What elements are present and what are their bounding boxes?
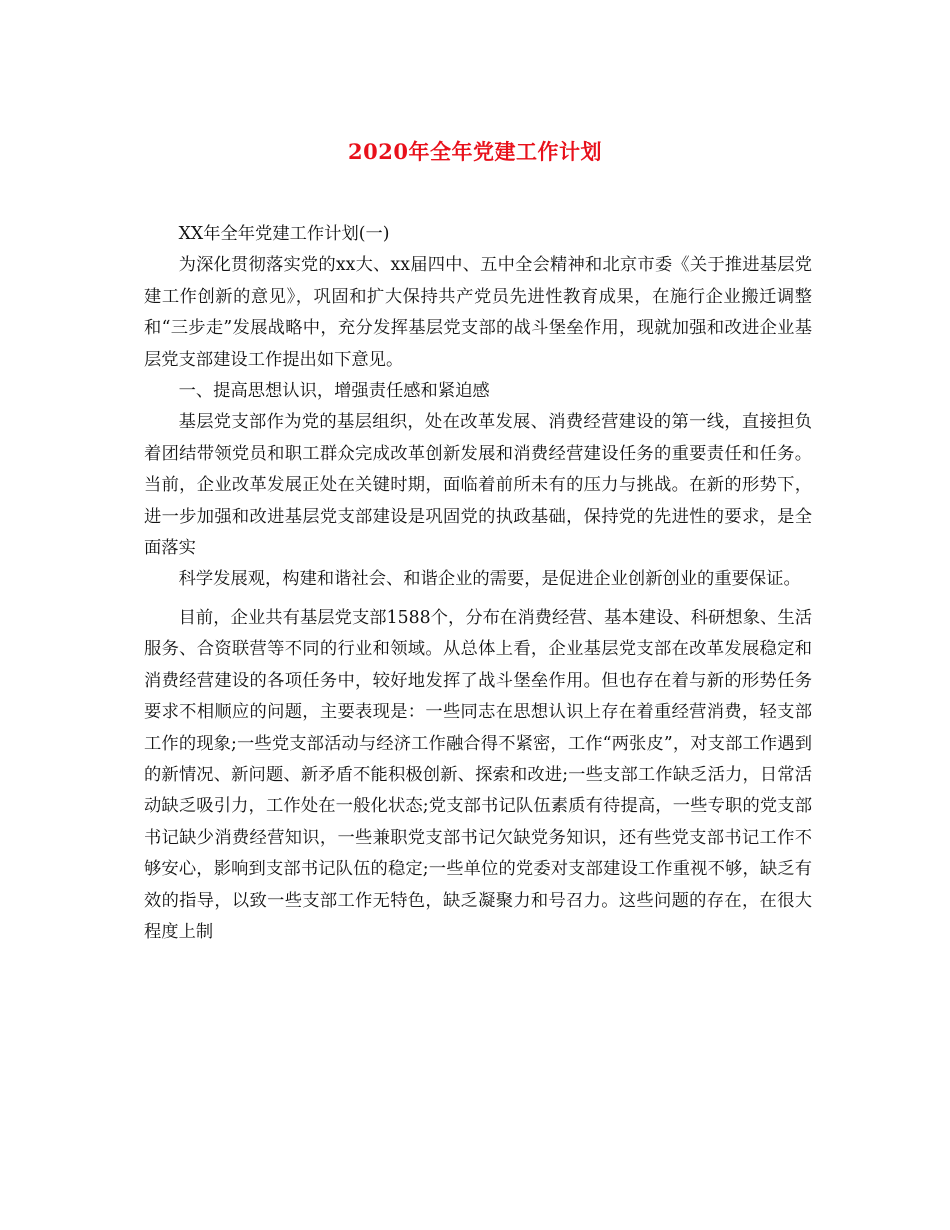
section-heading-1: 一、提高思想认识，增强责任感和紧迫感 <box>178 381 490 402</box>
paragraph-scientific-development: 科学发展观，构建和谐社会、和谐企业的需要，是促进企业创新创业的重要保证。 <box>178 569 801 590</box>
paragraph-intro: 为深化贯彻落实党的xx大、xx届四中、五中全会精神和北京市委《关于推进基层党建工作创新的意见》，巩固和扩大保持共产党员先进性教育成果，在施行企业搬迁调整和“三步走”发展战略中，充分发挥基层党支部的战斗堡垒作用，现就加强和改进企业基层党支部建设工作提出如下意见。 <box>144 255 812 370</box>
paragraph-party-branch-role: 基层党支部作为党的基层组织，处在改革发展、消费经营建设的第一线，直接担负着团结带领党员和职工群众完成改革创新发展和消费经营建设任务的重要责任和任务。当前，企业改革发展正处在关键时期，面临着前所未有的压力与挑战。在新的形势下，进一步加强和改进基层党支部建设是巩固党的执政基础，保持党的先进性的要求，是全面落实 <box>144 412 812 559</box>
section-heading-plan: XX年全年党建工作计划(一) <box>178 224 390 244</box>
document-body <box>144 219 812 948</box>
document-title: 2020年全年党建工作计划 <box>348 139 602 164</box>
paragraph-current-status: 目前，企业共有基层党支部1588个，分布在消费经营、基本建设、科研想象、生活服务、合资联营等不同的行业和领域。从总体上看，企业基层党支部在改革发展稳定和消费经营建设的各项任务中，较好地发挥了战斗堡垒作用。但也存在着与新的形势任务要求不相顺应的问题，主要表现是：一些同志在思想认识上存在着重经营消费，轻支部工作的现象;一些党支部活动与经济工作融合得不紧密，工作“两张皮”，对支部工作遇到的新情况、新问题、新矛盾不能积极创新、探索和改进;一些支部工作缺乏活力，日常活动缺乏吸引力，工作处在一般化状态;党支部书记队伍素质有待提高，一些专职的党支部书记缺少消费经营知识，一些兼职党支部书记欠缺党务知识，还有些党支部书记工作不够安心，影响到支部书记队伍的稳定;一些单位的党委对支部建设工作重视不够，缺乏有效的指导，以致一些支部工作无特色，缺乏凝聚力和号召力。这些问题的存在，在很大程度上制 <box>144 607 812 942</box>
